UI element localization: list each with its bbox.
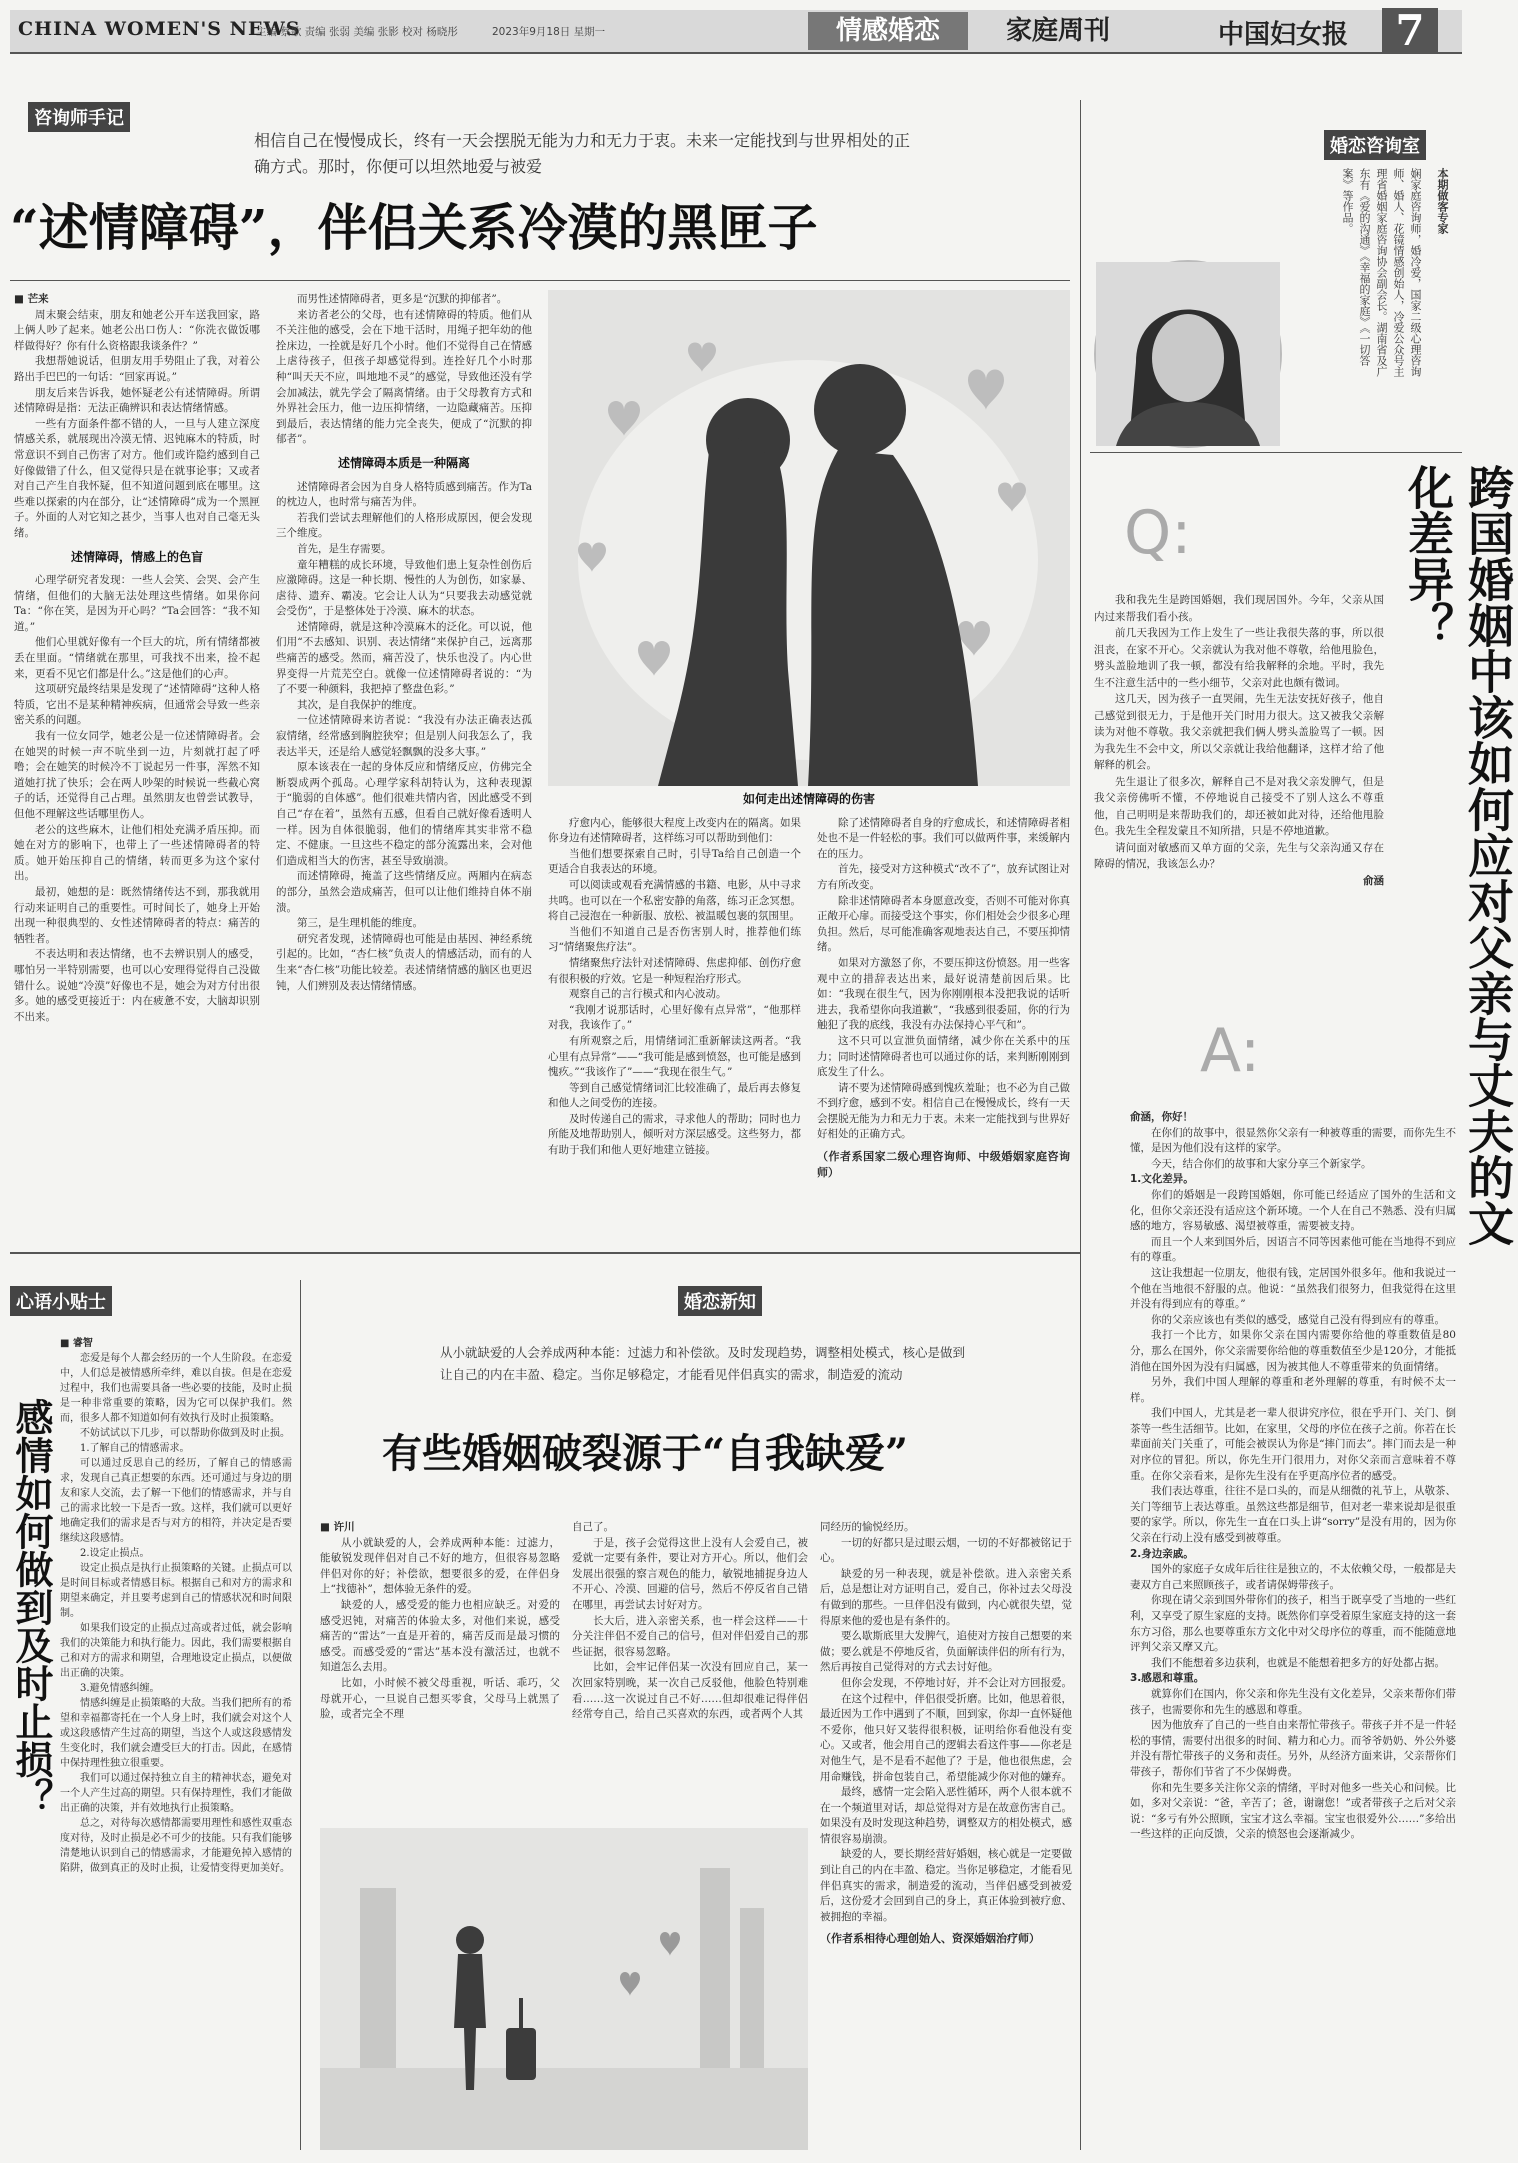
subheading: 述情障碍，情感上的色盲 (70, 549, 203, 564)
article3-title: 感情如何做到及时止损？ (9, 1398, 54, 1816)
paragraph: 3.避免情感纠缠。 (80, 1683, 160, 1694)
paragraph: 2.设定止损点。 (80, 1548, 150, 1559)
paragraph: 从小就缺爱的人，会养成两种本能：过滤力，能敏锐发现伴侣对自己不好的地方，但很容易忽略伴侣对你的好；补偿欲，想要很多的爱，在伴侣身上“找德补”，想体验无条件的爱。 (320, 1536, 560, 1596)
paper-name-en: CHINA WOMEN'S NEWS (18, 18, 301, 40)
paragraph: 国外的家庭子女成年后往往是独立的，不太依赖父母，一般都是夫妻双方自己来照顾孩子，或者请保姆带孩子。 (1130, 1563, 1456, 1591)
article1-column-1 (14, 292, 260, 1240)
paragraph: 一位述情障碍来访者说：“我没有办法正确表达孤寂情绪，经常感到胸腔狭窄；但是别人问我怎么了，我表达半天，还是给人感觉轻飘飘的没多大事。” (276, 714, 532, 758)
question-mark: Q: (1124, 498, 1192, 568)
answer-mark: A: (1200, 1016, 1261, 1086)
answer-point-heading: 3.感恩和尊重。 (1130, 1672, 1205, 1685)
paragraph: 老公的这些麻木，让他们相处充满矛盾压抑。而她在对方的影响下，也带上了一些述情障碍者的特质。她开始压抑自己的情绪，转而更多为这个家付出。 (14, 823, 260, 883)
paragraph: 你的父亲应该也有类似的感受，感觉自己没有得到应有的尊重。 (1151, 1313, 1445, 1326)
paragraph: 在你们的故事中，很显然你父亲有一种被尊重的需要，而你先生不懂，是因为他们没有这样的家学。 (1130, 1126, 1456, 1155)
subheading: 如何走出述情障碍的伤害 (742, 792, 875, 806)
paragraph: 这项研究最终结果是发现了“述情障碍”这种人格特质，它出不是某种精神疾病，但通常会导致一些亲密关系的问题。 (14, 683, 260, 727)
paragraph: 如果我们设定的止损点过高或者过低，就会影响我们的决策能力和执行能力。因此，我们需要根据自己和对方的需求和期望，合理地设定止损点，以便做出正确的决策。 (60, 1623, 292, 1679)
paragraph: 可以阅读或观看充满情感的书籍、电影，从中寻求共鸣。也可以在一个私密安静的角落，练习正念冥想。将自己浸泡在一种新服、放松、被温暖包裹的氛围里。 (548, 878, 801, 923)
paragraph: 今天，结合你们的故事和大家分享三个新家学。 (1151, 1157, 1372, 1170)
paragraph: 述情障碍者会因为自身人格特质感到痛苦。作为Ta的枕边人，也时常与痛苦为伴。 (276, 480, 532, 509)
paragraph: 等到自己感觉情绪词汇比较准确了，最后再去修复和他人之间受伤的连接。 (548, 1081, 801, 1110)
paragraph: 除了述情障碍者自身的疗愈成长，和述情障碍者相处也不是一件轻松的事。我们可以做两件事，来缓解内在的压力。 (817, 816, 1070, 860)
paragraph: 及时传递自己的需求，寻求他人的帮助；同时也力所能及地帮助别人，倾听对方深层感受。这些努力，都有助于我们和他人更好地建立链接。 (548, 1112, 801, 1157)
article2-title: 跨国婚姻中该如何应对父亲与丈夫的文化差异？ (1401, 464, 1515, 1246)
paragraph: 我们中国人，尤其是老一辈人很讲究序位，很在乎开门、关门、倒茶等一些生活细节。比如，在家里，父母的序位在孩子之前。你若在长辈面前关门关重了，可能会被误认为你是“摔门而去”。摔门而去是一种对序位的冒犯。所以，你先生开门很用力，对你父亲而言意味着不尊重。在你父亲看来，是你先生没有在乎更高序位者的感受。 (1130, 1407, 1456, 1482)
question-signature: 俞涵 (1363, 874, 1384, 887)
paragraph: 在这个过程中，伴侣很受折磨。比如，他思着很，最近因为工作中遇到了不顺，回到家，你却一直怀疑他不爱你，他只好又装得很积极，证明给你看他没有变心。又或者，他会用自己的逻辑去看这件事——你老是对他生气，是不是看不起他了？于是，他也很焦虑，会用命赚钱，拼命包装自己，希望能减少你对他的嫌弃。 (820, 1692, 1072, 1783)
issue-date: 2023年9月18日 星期一 (492, 26, 606, 38)
paragraph: 这让我想起一位朋友，他很有钱，定居国外很多年。他和我说过一个他在当地很不舒服的点。他说：“虽然我们很努力，但我觉得在这里并没有得到应有的尊重。” (1130, 1266, 1456, 1311)
paragraph: 这不只可以宣泄负面情绪，减少你在关系中的压力；同时述情障碍者也可以通过你的话，来判断刚刚到底发生了什么。 (817, 1034, 1070, 1079)
article4-column-1 (320, 1520, 560, 1820)
paragraph: 但你会发现，不停地讨好，并不会让对方回报爱。 (841, 1676, 1072, 1689)
paragraph: 不表达明和表达情绪，也不去辨识别人的感受，哪怕另一半特别需要，也可以心安理得觉得自己没做错什么。说她“冷漠”好像也不是，她会为对方付出很多。她的感受更接近于：内在疲惫不安，大脑却识别不出来。 (14, 948, 260, 1023)
answer-greeting: 俞涵，你好！ (1130, 1111, 1193, 1123)
paragraph: 我们不能想着多边获利，也就是不能想着把多方的好处都占据。 (1151, 1656, 1445, 1669)
paragraph: 请问面对敏感而又单方面的父亲，先生与父亲沟通又存在障碍的情况，我该怎么办？ (1094, 841, 1384, 870)
paragraph: 自己了。 (572, 1521, 614, 1533)
paragraph: 一些有方面条件都不错的人，一旦与人建立深度情感关系，就展现出冷漠无情、迟钝麻木的特质，时常意识不到自己伤害了对方。他们或许隐约感到自己好像做错了什么，但又觉得只是在就事论事；又或者对自己产生自我怀疑，但不知道问题到底在哪里。这些难以探索的内在部分，让“述情障碍”成为一个黑匣子。外面的人对它知之甚少，当事人也对自己毫无头绪。 (14, 417, 260, 539)
article3-body (60, 1336, 292, 2146)
answer-point-heading: 1.文化差异。 (1130, 1173, 1194, 1186)
paragraph: 述情障碍，就是这种冷漠麻木的泛化。可以说，他们用“不去感知、识别、表达情绪”来保护自己，远离那些痛苦的感受。然而，痛苦没了，快乐也没了。内心世界变得一片荒芜空白。就像一位述情障碍者说的：“为了不要一种颜料，我把掉了整盘色彩。” (276, 620, 532, 696)
article3-author: ■ 睿智 (60, 1338, 93, 1349)
paragraph: 我和我先生是跨国婚姻，我们现居国外。今年，父亲从国内过来帮我们看小孩。 (1094, 594, 1384, 623)
paragraph: 当他们不知道自己是否伤害别人时，推荐他们练习“情绪聚焦疗法”。 (548, 925, 801, 954)
paragraph: 比如，小时候不被父母重视，听话、乖巧，父母就开心，一旦说自己想买零食，父母马上就黑了脸，或者完全不理 (320, 1676, 560, 1721)
paragraph: 疗愈内心，能够很大程度上改变内在的隔离。如果你身边有述情障碍者，这样练习可以帮助到他们： (548, 816, 801, 845)
paragraph: 比如，会牢记伴侣某一次没有回应自己，某一次回家特别晚，某一次自己反驳他，他脸色特别难看……这一次说过自己不好……但却很难记得伴侣经常夸自己，给自己买喜欢的东西，或者两个人其 (572, 1661, 808, 1721)
paragraph: 童年糟糕的成长环境，导致他们患上复杂性创伤后应激障碍。这是一种长期、慢性的人为创伤，如家暴、虐待、遗弃、霸凌。它会让人认为“只要我去动感觉就会受伤”，于是整体处于冷漠、麻木的状态。 (276, 558, 532, 618)
paragraph: 首先，接受对方这种模式“改不了”，放弃试图让对方有所改变。 (817, 863, 1070, 891)
paragraph: 你和先生要多关注你父亲的情绪，平时对他多一些关心和问候。比如，多对父亲说：“爸，辛苦了；爸，谢谢您！”或者带孩子之后对父亲说：“多亏有外公照顾，宝宝才这么幸福。宝宝也很爱外公……”多给出一些这样的正向反馈，父亲的愤怒也会逐渐减少。 (1130, 1781, 1456, 1841)
paragraph: 当他们想要探索自己时，引导Ta给自己创造一个更适合自我表达的环境。 (548, 847, 801, 876)
paragraph: 他们心里就好像有一个巨大的坑，所有情绪都被丢在里面。“情绪就在那里，可我找不出来，捡不起来，更看不见它们都是什么。”这是他们的心声。 (14, 636, 260, 680)
article4-title: 有些婚姻破裂源于“自我缺爱” (382, 1430, 909, 1477)
right-column-divider (1080, 100, 1081, 2150)
paragraph: 周末聚会结束，朋友和她老公开车送我回家，路上俩人吵了起来。她老公出口伤人：“你洗衣做饭哪样做得好？你有什么资格跟我谈条件？” (14, 308, 260, 352)
paragraph: 我想帮她说话，但朋友用手势阻止了我，对着公路出手巴巴的一句话：“回家再说。” (14, 355, 260, 383)
lower-section-rule (10, 1252, 1080, 1254)
paragraph: 原本该表在一起的身体反应和情绪反应，仿佛完全断裂成两个孤岛。心理学家科胡特认为，这种表现源于“脆弱的自体感”。他们很难共情内省，因此感受不到自己“存在着”，虽然有五感，但看自己就好像看透明人一样。因为自体很脆弱，他们的情绪库其实非常不稳定、不健康。一旦这些不稳定的部分流露出来，会对他们造成相当大的伤害，甚至导致崩溃。 (276, 761, 532, 867)
paragraph: 如果对方激怒了你，不要压抑这份愤怒。用一些客观中立的措辞表达出来，最好说清楚前因后果。比如：“我现在很生气，因为你刚刚根本没把我说的话听进去，我希望你向我道歉”，“我感到很委屈，你的行为触犯了我的底线，我没有办法保持心平气和”。 (817, 956, 1070, 1032)
paragraph: 我有一位女同学，她老公是一位述情障碍者。会在她哭的时候一声不吭坐到一边，片刻就打起了呼噜；会在她笑的时候冷不丁说起另一件事，浑然不知道她打扰了快乐；会在两人吵架的时候说一些截心窝子的话，还觉得自己占理。虽然朋友也曾尝试教导，但他不理解这些话哪里伤人。 (14, 730, 260, 820)
paragraph: 缺爱的另一种表现，就是补偿欲。进入亲密关系后，总是想让对方证明自己，爱自己，你补过去父母没有做到的那些。一旦伴侣没有做到，内心就很失望，觉得原来他的爱也是有条件的。 (820, 1567, 1072, 1627)
couple-illustration (548, 290, 1070, 786)
page-number: 7 (1382, 8, 1438, 54)
article4-author: ■ 许川 (320, 1521, 355, 1533)
paragraph: 而且一个人来到国外后，因语言不同等因素他可能在当地得不到应有的尊重。 (1130, 1235, 1456, 1264)
article1-title-rule (10, 280, 1070, 281)
paragraph: 另外，我们中国人理解的尊重和老外理解的尊重，有时候不太一样。 (1130, 1376, 1456, 1404)
expert-intro-text: 娴家庭咨询师，婚冷爱，国家二级心理咨询师、婚人、花镜情感创始人，冷爱公众号主理省婚姻家庭咨询协会副会长。湖南省及广东有《爱的沟通》《幸福的家庭》《一切答案》等作品。 (1341, 168, 1422, 377)
paragraph: 而述情障碍，掩盖了这些情绪反应。两厢内在病态的部分，虽然会造成痛苦，但可以让他们维持自体不崩溃。 (276, 870, 532, 914)
paragraph: 若我们尝试去理解他们的人格形成原因，便会发现三个维度。 (276, 511, 532, 540)
paragraph: 于是，孩子会觉得这世上没有人会爱自己，被爱就一定要有条件，要让对方开心。所以，他们会发展出很强的察言观色的能力，敏锐地捕捉身边人不开心、冷漠、回避的信号，然后不停反省自己错在哪里，再尝试去讨好对方。 (572, 1536, 808, 1611)
article1-lead: 相信自己在慢慢成长，终有一天会摆脱无能为力和无力于衷。未来一定能找到与世界相处的正确方式。那时，你便可以坦然地爱与被爱 (254, 131, 911, 176)
paragraph: 研究者发现，述情障碍也可能是由基因、神经系统引起的。比如，“杏仁核”负责人的情感活动，而有的人生来“杏仁核”功能比较差。表述情绪情感的脑区也更迟钝，人们辨别及表达情绪情感。 (276, 932, 532, 992)
article4-column-3 (820, 1520, 1072, 2150)
column-tag-marriage-consult: 婚恋咨询室 (1324, 130, 1426, 160)
paragraph: 请不要为述情障碍感到愧疚羞耻；也不必为自己做不到疗愈，感到不安。相信自己在慢慢成长，终有一天会摆脱无能为力和无力于衷。未来一定能找到与世界好好相处的正确方式。 (817, 1081, 1070, 1141)
paragraph: 可以通过反思自己的经历，了解自己的情感需求，发现自己真正想要的东西。还可通过与身边的朋友和家人交流，去了解一下他们的情感需求，并与自己的需求比较一下是否一致。这样，我们就可以更好地确定我们的需求是否与对方的相符，并决定是否要继续这段感情。 (60, 1458, 292, 1544)
expert-box-rule (1090, 452, 1462, 453)
section-label-emotion: 情感婚恋 (808, 12, 968, 50)
paragraph: 心理学研究者发现：一些人会笑、会哭、会产生情绪，但他们的大脑无法处理这些情绪。如果你问Ta：“你在笑，是因为开心吗？”Ta会回答：“我不知道。” (14, 574, 260, 633)
paragraph: 缺爱的人，要长期经营好婚姻，核心就是一定要做到让自己的内在丰盈、稳定。当你足够稳定，才能看见伴侣真实的需求，制造爱的流动，当伴侣感受到被爱后，这份爱才会回到自己的身上，真正体验到被疗愈、被拥抱的幸福。 (820, 1848, 1072, 1923)
staff-line: 主编 蔡歌 责编 张弱 美编 张影 校对 杨晓彤 (256, 26, 458, 38)
article1-author: ■ 芒来 (14, 293, 49, 305)
paragraph: 我们可以通过保持独立自主的精神状态，避免对一个人产生过高的期望。只有保持理性，我们才能做出正确的决策，并有效地执行止损策略。 (60, 1773, 292, 1814)
expert-intro-label: 本期做客专家 (1436, 168, 1449, 234)
paragraph: 情绪聚焦疗法针对述情障碍、焦虑抑郁、创伤疗愈有很积极的疗效。它是一种短程治疗形式。 (548, 956, 801, 985)
paragraph: 情感纠缠是止损策略的大敌。当我们把所有的希望和幸福都寄托在一个人身上时，我们就会对这个人或这段感情产生过高的期望，当这个人或这段感情发生变化时，我们就会遭受巨大的打击。因此，在感情中保持理性独立很重要。 (60, 1698, 292, 1769)
paragraph: 设定止损点是执行止损策略的关键。止损点可以是时间目标或者情感目标。根据自己和对方的需求和期望来确定，并且要考虑到自己的情感状况和时间限制。 (60, 1563, 292, 1619)
paragraph: 先生退让了很多次，解释自己不是对我父亲发脾气，但是我父亲傍佛听不懂，不停地说自己接受不了别人这么不尊重他，自己明明是来帮助我们的，却还被如此对待，还给他甩脸色。我先生全程发蒙且不知所措，只是不停地道歉。 (1094, 775, 1384, 837)
subheading: 述情障碍本质是一种隔离 (337, 455, 470, 470)
question-text (1094, 592, 1384, 996)
section-label-family: 家庭周刊 (1005, 16, 1110, 46)
paragraph: 就算你们在国内，你父亲和你先生没有文化差异，父亲来帮你们带孩子，也需要你和先生的感恩和尊重。 (1130, 1687, 1456, 1716)
answer-text (1130, 1110, 1456, 2150)
paragraph: 要么歇斯底里大发脾气，追使对方按自己想要的来做；要么就是不停地反省，负面解读伴侣的所有行为，然后再按自己觉得对的方式去讨好他。 (820, 1630, 1072, 1674)
paragraph: 除非述情障碍者本身愿意改变，否则不可能对你真正敞开心扉。而接受这个事实，你们相处会少很多心理负担。然后，尽可能准确客观地表达自己，不要压抑情绪。 (817, 894, 1070, 954)
paragraph: 长大后，进入亲密关系，也一样会这样——十分关注伴侣不爱自己的信号，但对伴侣爱自己的那些证据，很容易忽略。 (572, 1614, 808, 1658)
article1-column-3 (548, 792, 1070, 1240)
paragraph: 朋友后来告诉我，她怀疑老公有述情障碍。所谓述情障碍是指：无法正确辨识和表达情绪情感。 (14, 386, 260, 415)
paragraph: 第三，是生理机能的维度。 (297, 917, 423, 930)
paragraph: 1.了解自己的情感需求。 (80, 1443, 190, 1454)
paragraph: “我刚才说那话时，心里好像有点异常”，“他那样对我，我该作了。” (548, 1003, 801, 1032)
column-tag-tips: 心语小贴士 (10, 1286, 112, 1316)
paragraph: 同经历的愉悦经历。 (820, 1521, 915, 1533)
expert-portrait (1094, 260, 1282, 448)
paragraph: 前几天我因为工作上发生了一些让我很失落的事，所以很沮丧，在家不开心。父亲就认为我对他不尊敬，给他甩脸色，劈头盖脸地训了我一顿，都没有给我解释的余地。平时，我先生不注意生活中的一些小细节，父亲对此也颇有微词。 (1094, 627, 1384, 689)
article1-column-2 (276, 292, 532, 1240)
paragraph: 我打一个比方，如果你父亲在国内需要你给他的尊重数值是80分，那么在国外，你父亲需要你给他的尊重数值至少是120分，才能抵消他在国外因为没有归属感，因为被其他人不尊重带来的负面情绪。 (1130, 1329, 1456, 1373)
paragraph: 总之，对待每次感情都需要用理性和感性双重态度对待，及时止损是必不可少的技能。只有我们能够清楚地认识到自己的情感需求，才能避免掉入感情的陷阱，做到真正的及时止损，让爱情变得更加美好。 (60, 1818, 292, 1874)
column-tag-new-knowledge: 婚恋新知 (678, 1286, 762, 1316)
paragraph: 来访者老公的父母，也有述情障碍的特质。他们从不关注他的感受，会在下地干活时，用绳子把年幼的他拴床边，一拴就是好几个小时。他们不觉得自己在情感上虐待孩子，但孩子却感觉得到。连拴好几个小时那种“叫天天不应，叫地地不灵”的感觉，导致他还没有学会加减法，就先学会了隔离情绪。由于父母教育方式和外界社会压力，他一边压抑情绪，一边隐藏痛苦。压抑到最后，表达情绪的能力完全丧失，便成了“沉默的抑郁者”。 (276, 308, 532, 446)
paragraph: 你们的婚姻是一段跨国婚姻，你可能已经适应了国外的生活和文化，但你父亲还没有适应这个新环境。一个人在自己不熟悉、没有归属感的地方，容易敏感、渴望被尊重，需要被支持。 (1130, 1188, 1456, 1233)
paragraph: 一切的好都只是过眼云烟，一切的不好都被铭记于心。 (820, 1536, 1072, 1565)
article4-lead: 从小就缺爱的人会养成两种本能：过滤力和补偿欲。及时发现趋势，调整相处模式，核心是做到让自己的内在丰盈、稳定。当你足够稳定，才能看见伴侣真实的需求，制造爱的流动 (440, 1345, 966, 1382)
paragraph: 而男性述情障碍者，更多是“沉默的抑郁者”。 (297, 293, 508, 305)
paragraph: 观察自己的言行模式和内心波动。 (569, 988, 727, 1001)
article4-column-2 (572, 1520, 808, 1820)
paragraph: 恋爱是每个人都会经历的一个人生阶段。在恋爱中，人们总是被情感所牵绊，难以自拔。但是在恋爱过程中，我们也需要具备一些必要的技能，及时止损是一种非常重要的策略，因为它可以保护我们。然而，很多人都不知道如何有效执行及时止损策略。 (60, 1353, 292, 1424)
paragraph: 首先，是生存需要。 (297, 542, 392, 555)
paragraph: 有所观察之后，用情绪词汇重新解读这两者。“我心里有点异常”——“我可能是感到愤怒，也可能是感到愧疚。”“我该作了”——“我现在很生气。” (548, 1034, 801, 1079)
paragraph: 你现在请父亲到国外带你们的孩子，相当于既享受了当地的一些红利，又享受了原生家庭的支持。既然你们享受着原生家庭支持的这一套东方习俗，那么也要尊重东方文化中对父母序位的尊重，而不能随意地评判父亲又摩又亢。 (1130, 1594, 1456, 1654)
paragraph: 这几天，因为孩子一直哭闹，先生无法安抚好孩子，他自己感觉到很无力，于是他开关门时用力很大。这又被我父亲解读为对他不尊敬。我父亲就把我们俩人劈头盖脸骂了一顿。因为我先生不会中文，所以父亲就让我给他翻译，这样才给了他解释的机会。 (1094, 693, 1384, 771)
paragraph: 因为他放弃了自己的一些自由来帮忙带孩子。带孩子并不是一件轻松的事情，需要付出很多的时间、精力和心力。而爷爷奶奶、外公外婆并没有帮忙带孩子的义务和责任。另外，从经济方面来讲，父亲帮你们带孩子，帮你们节省了不少保姆费。 (1130, 1719, 1456, 1778)
answer-point-heading: 2.身边亲戚。 (1130, 1547, 1194, 1560)
column-tag-counselor-notes: 咨询师手记 (28, 102, 130, 132)
paper-name-cn: 中国妇女报 (1218, 20, 1349, 50)
article4-author-note: （作者系相待心理创始人、资深婚姻治疗师） (820, 1932, 1040, 1946)
paragraph: 其次，是自我保护的维度。 (297, 698, 423, 711)
paragraph: 不妨试试以下几步，可以帮助你做到及时止损。 (80, 1428, 290, 1439)
paragraph: 缺爱的人，感受爱的能力也相应缺乏。对爱的感受迟钝，对痛苦的体验太多，对他们来说，感受痛苦的“雷达”一直是开着的，痛苦反而是最习惯的感受。而感受爱的“雷达”基本没有激活过，也就不知道怎么去用。 (320, 1598, 560, 1674)
article1-title: “述情障碍”，伴侣关系冷漠的黑匣子 (10, 198, 818, 257)
paragraph: 我们表达尊重，往往不是口头的，而是从细微的礼节上，从敬茶、关门等细节上表达尊重。虽然这些都是细节，但对老一辈来说却是很重要的家学。所以，你先生一直在口头上讲“sorry”是没有用的，因为你父亲在行动上没有感受到被尊重。 (1130, 1485, 1456, 1545)
paragraph: 最初，她想的是：既然情绪传达不到，那我就用行动来证明自己的重要性。可时间长了，她身上开始出现一种很典型的、女性述情障碍者的特点：痛苦的牺牲者。 (14, 885, 260, 945)
traveler-illustration (320, 1828, 808, 2150)
article1-author-note: （作者系国家二级心理咨询师、中级婚姻家庭咨询师） (817, 1150, 1070, 1179)
paragraph: 最终，感情一定会陷入恶性循环，两个人很本就不在一个频道里对话，却总觉得对方是在故意伤害自己。如果没有及时发现这种趋势，调整双方的相处模式，感情很容易崩溃。 (820, 1786, 1072, 1845)
tips-divider (300, 1280, 301, 2150)
